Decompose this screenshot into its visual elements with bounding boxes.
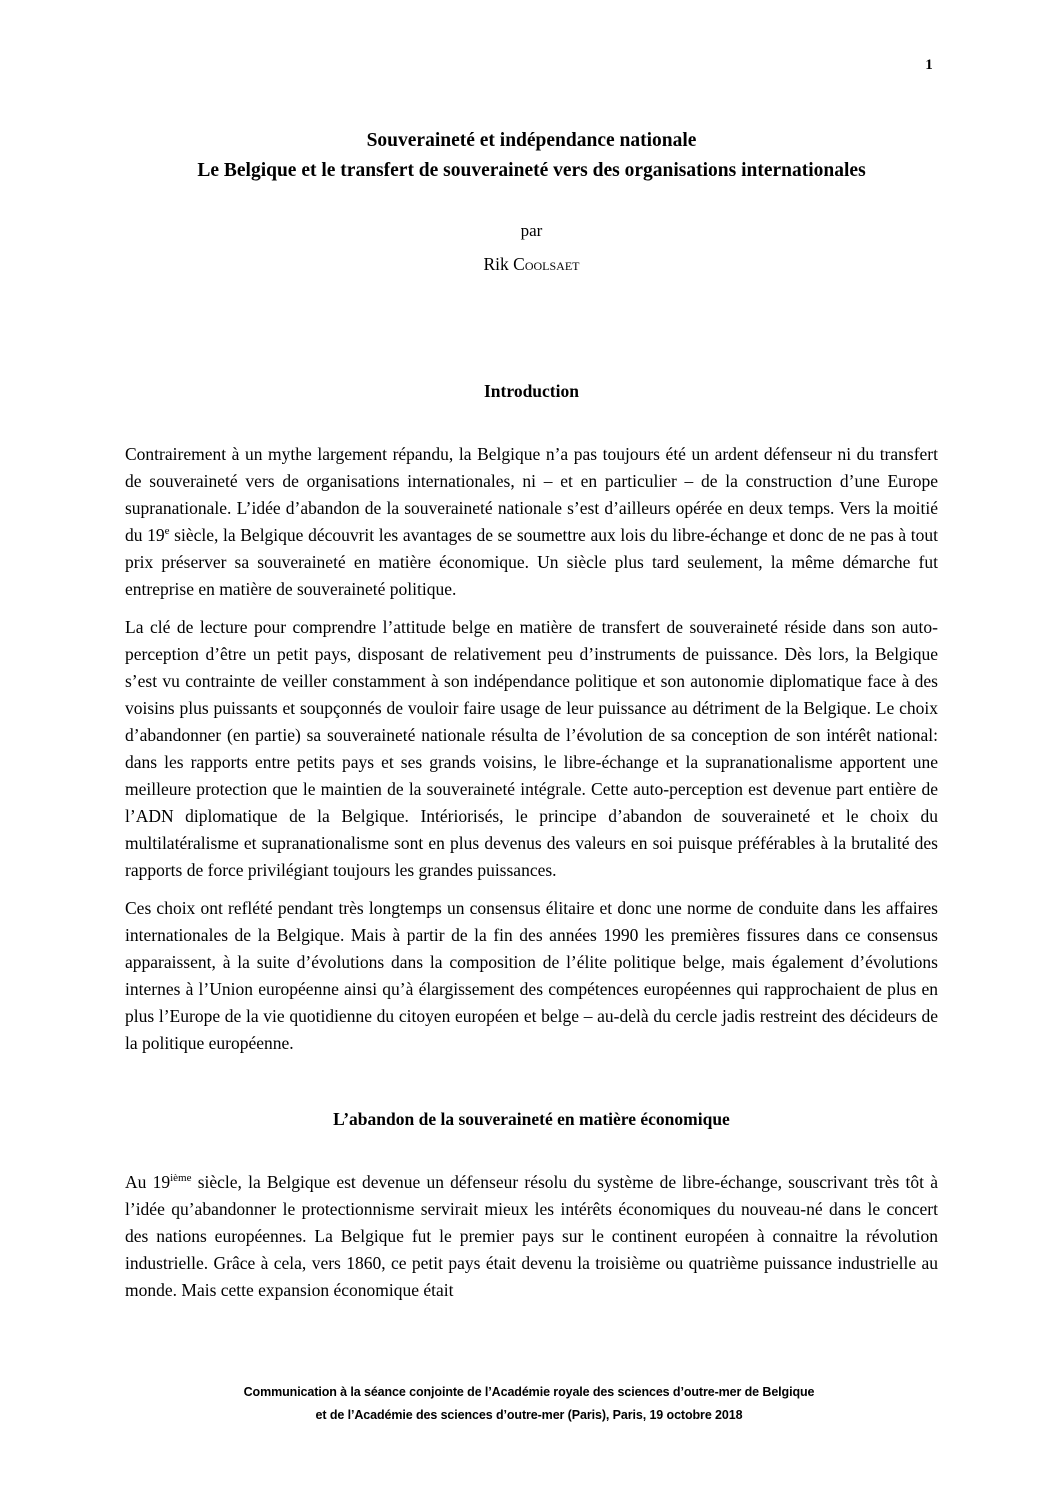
section-heading-introduction: Introduction bbox=[484, 381, 579, 401]
economic-paragraph-1 bbox=[125, 1169, 938, 1304]
intro-paragraph-2: La clé de lecture pour comprendre l’attitude belge en matière de transfert de souveraineté réside dans son auto-perception d’être un petit pays, disposant de relativement peu d’instruments de puissance. Dès lors, la Belgique s’est vu contrainte de veiller constamment à son indépendance politique et son autonomie diplomatique face à des voisins plus puissants et soupçonnés de vouloir faire usage de leur puissance au détriment de la Belgique. Le choix d’abandonner (en partie) sa souveraineté nationale résulta de l’évolution de sa conception de son intérêt national: dans les rapports entre petits pays et ses grands voisins, le libre-échange et la supranationalisme apportent une meilleure protection que le maintien de la souveraineté intégrale. Cette auto-perception est devenue part entière de l’ADN diplomatique de la Belgique. Intériorisés, le principe d’abandon de souveraineté et le choix du multilatéralisme et supranationalisme sont en plus devenus des valeurs en soi puisque préférables à la brutalité des rapports de force privilégiant toujours les grandes puissances. bbox=[125, 617, 938, 880]
footnote bbox=[0, 1381, 1058, 1427]
footnote-line2: et de l’Académie des sciences d’outre-mer (Paris), Paris, 19 octobre 2018 bbox=[315, 1408, 743, 1422]
superscript-ordinal: e bbox=[164, 525, 170, 538]
paragraph-text: siècle, la Belgique est devenue un défenseur résolu du système de libre-échange, souscrivant très tôt à l’idée qu’abandonner le protectionnisme servirait mieux les intérêts économiques du nouveau-né dans le concert des nations européennes. La Belgique fut le premier pays sur le continent européen à connaitre la révolution industrielle. Grâce à cela, vers 1860, ce petit pays était devenu la troisième ou quatrième puissance industrielle au monde. Mais cette expansion économique était bbox=[125, 1172, 938, 1300]
document-title-line1: Souveraineté et indépendance nationale bbox=[366, 130, 697, 151]
byline-par-label: par bbox=[520, 221, 543, 240]
author-name bbox=[125, 254, 938, 275]
section-heading-economic: L’abandon de la souveraineté en matière économique bbox=[333, 1109, 730, 1129]
document-title bbox=[125, 126, 938, 186]
page-number: 1 bbox=[925, 57, 933, 73]
intro-paragraph-1 bbox=[125, 441, 938, 603]
author-first-name: Rik bbox=[483, 254, 509, 274]
footnote-line1: Communication à la séance conjointe de l’Académie royale des sciences d’outre-mer de Belgique bbox=[243, 1385, 815, 1399]
paragraph-text: Au 19 bbox=[125, 1172, 171, 1192]
author-last-name: Coolsaet bbox=[513, 254, 580, 274]
paragraph-text: Contrairement à un mythe largement répandu, la Belgique n’a pas toujours été un ardent défenseur ni du transfert de souveraineté vers de organisations internationales, ni – et en particulier – de la construction d’une Europe supranationale. L’idée d’abandon de la souveraineté nationale s’est d’ailleurs opérée en deux temps. Vers la moitié du 19 bbox=[125, 444, 938, 545]
superscript-ordinal: ième bbox=[170, 1172, 192, 1185]
intro-paragraph-3: Ces choix ont reflété pendant très longtemps un consensus élitaire et donc une norme de conduite dans les affaires internationales de la Belgique. Mais à partir de la fin des années 1990 les premières fissures dans ce consensus apparaissent, à la suite d’évolutions dans la composition de l’élite politique belge, mais également d’évolutions internes à l’Union européenne ainsi qu’à élargissement des compétences européennes qui rapprochaient de plus en plus l’Europe de la vie quotidienne du citoyen européen et belge – au-delà du cercle jadis restreint des décideurs de la politique européenne. bbox=[125, 898, 938, 1053]
paragraph-text: siècle, la Belgique découvrit les avantages de se soumettre aux lois du libre-échange et donc de ne pas à tout prix préserver sa souveraineté en matière économique. Un siècle plus tard seulement, la même démarche fut entreprise en matière de souveraineté politique. bbox=[125, 525, 939, 599]
document-title-line2: Le Belgique et le transfert de souveraineté vers des organisations internationales bbox=[197, 160, 866, 181]
